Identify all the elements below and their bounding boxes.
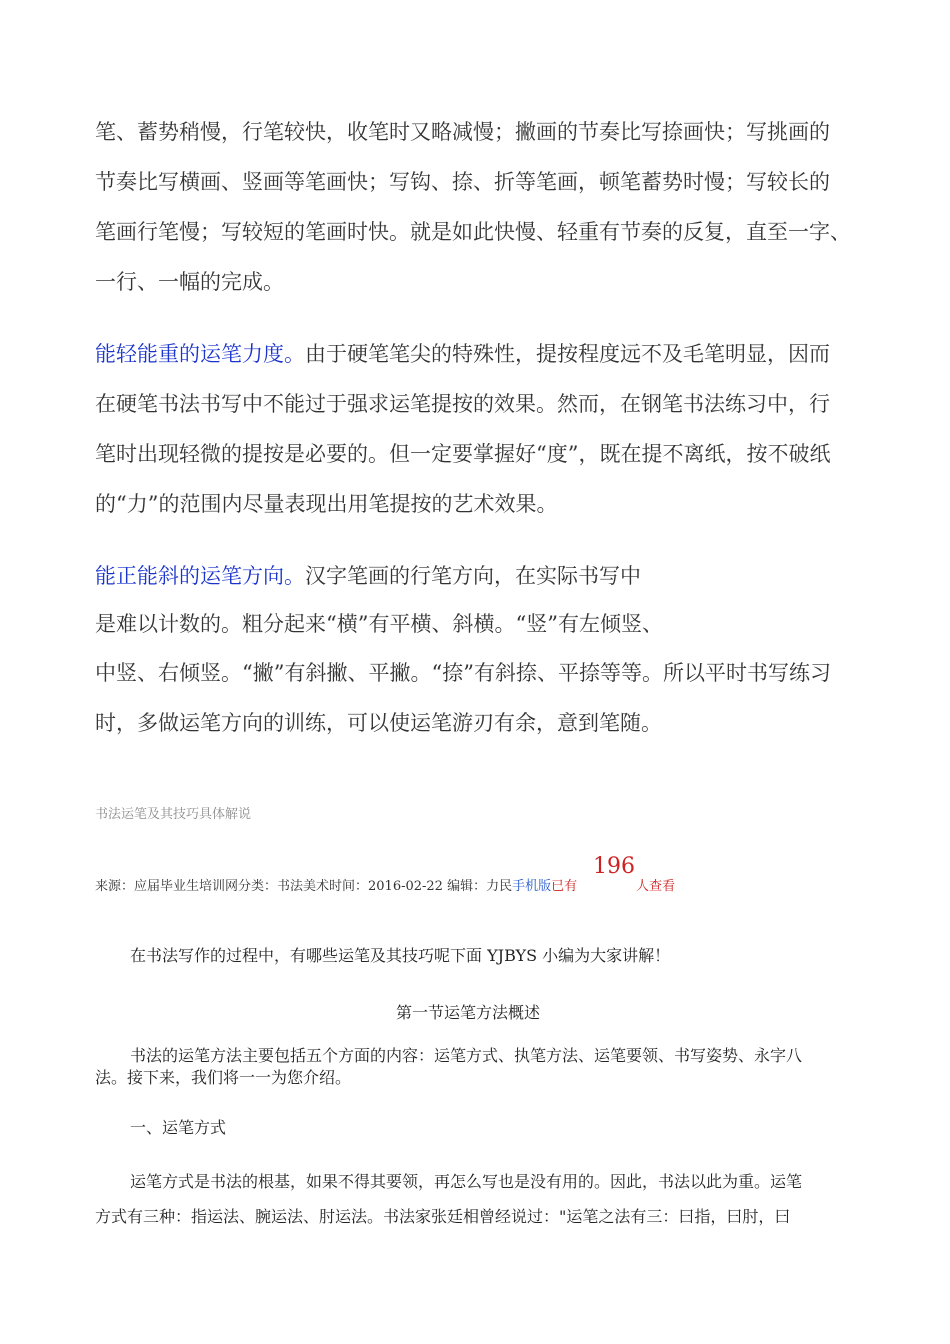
view-count: 196 bbox=[593, 854, 635, 879]
sub-heading: 一、运笔方式 bbox=[130, 1118, 227, 1137]
force-line-4: 的“力”的范围内尽量表现出用笔提按的艺术效果。 bbox=[95, 492, 558, 516]
direction-line-4: 时，多做运笔方向的训练，可以使运笔游刃有余，意到笔随。 bbox=[95, 711, 662, 735]
force-line-2: 在硬笔书法书写中不能过于强求运笔提按的效果。然而，在钢笔书法练习中，行 bbox=[95, 392, 830, 416]
article-title: 书法运笔及其技巧具体解说 bbox=[95, 807, 252, 822]
para2-line-1: 运笔方式是书法的根基，如果不得其要领，再怎么写也是没有用的。因此，书法以此为重。运笔 bbox=[130, 1172, 803, 1191]
section-title: 第一节运笔方法概述 bbox=[396, 1003, 541, 1022]
mobile-version-link[interactable]: 手机版 bbox=[512, 879, 552, 894]
direction-line-2: 是难以计数的。粗分起来“横”有平横、斜横。“竖”有左倾竖、 bbox=[95, 612, 663, 636]
force-line-1 bbox=[95, 339, 830, 369]
force-heading: 能轻能重的运笔力度。 bbox=[95, 342, 305, 366]
article-meta bbox=[95, 878, 577, 896]
meta-text: 来源：应届毕业生培训网分类：书法美术时间：2016-02-22 编辑：力民 bbox=[95, 879, 513, 894]
direction-line-3: 中竖、右倾竖。“撇”有斜撇、平撇。“捺”有斜捺、平捺等等。所以平时书写练习 bbox=[95, 661, 831, 685]
direction-line-1-rest: 汉字笔画的行笔方向，在实际书写中 bbox=[305, 564, 641, 588]
meta-count-suffix: 人查看 bbox=[636, 879, 676, 894]
para2-line-2: 方式有三种：指运法、腕运法、肘运法。书法家张廷相曾经说过："运笔之法有三：曰指，曰肘，曰 bbox=[95, 1207, 791, 1226]
speed-line-3: 笔画行笔慢；写较短的笔画时快。就是如此快慢、轻重有节奏的反复，直至一字、 bbox=[95, 220, 851, 244]
force-line-1-rest: 由于硬笔笔尖的特殊性，提按程度远不及毛笔明显，因而 bbox=[305, 342, 830, 366]
article-intro: 在书法写作的过程中，有哪些运笔及其技巧呢下面 YJBYS 小编为大家讲解！ bbox=[130, 946, 671, 965]
direction-line-1 bbox=[95, 561, 641, 591]
speed-line-2: 节奏比写横画、竖画等笔画快；写钩、捺、折等笔画，顿笔蓄势时慢；写较长的 bbox=[95, 170, 830, 194]
meta-count-prefix: 已有 bbox=[551, 879, 578, 894]
direction-heading: 能正能斜的运笔方向。 bbox=[95, 564, 305, 588]
speed-line-1: 笔、蓄势稍慢，行笔较快，收笔时又略减慢；撇画的节奏比写捺画快；写挑画的 bbox=[95, 120, 830, 144]
force-line-3: 笔时出现轻微的提按是必要的。但一定要掌握好“度”，既在提不离纸，按不破纸 bbox=[95, 442, 831, 466]
para1-line-1: 书法的运笔方法主要包括五个方面的内容：运笔方式、执笔方法、运笔要领、书写姿势、永字八 bbox=[130, 1046, 803, 1065]
speed-line-4: 一行、一幅的完成。 bbox=[95, 270, 284, 294]
para1-line-2: 法。接下来，我们将一一为您介绍。 bbox=[95, 1068, 352, 1087]
